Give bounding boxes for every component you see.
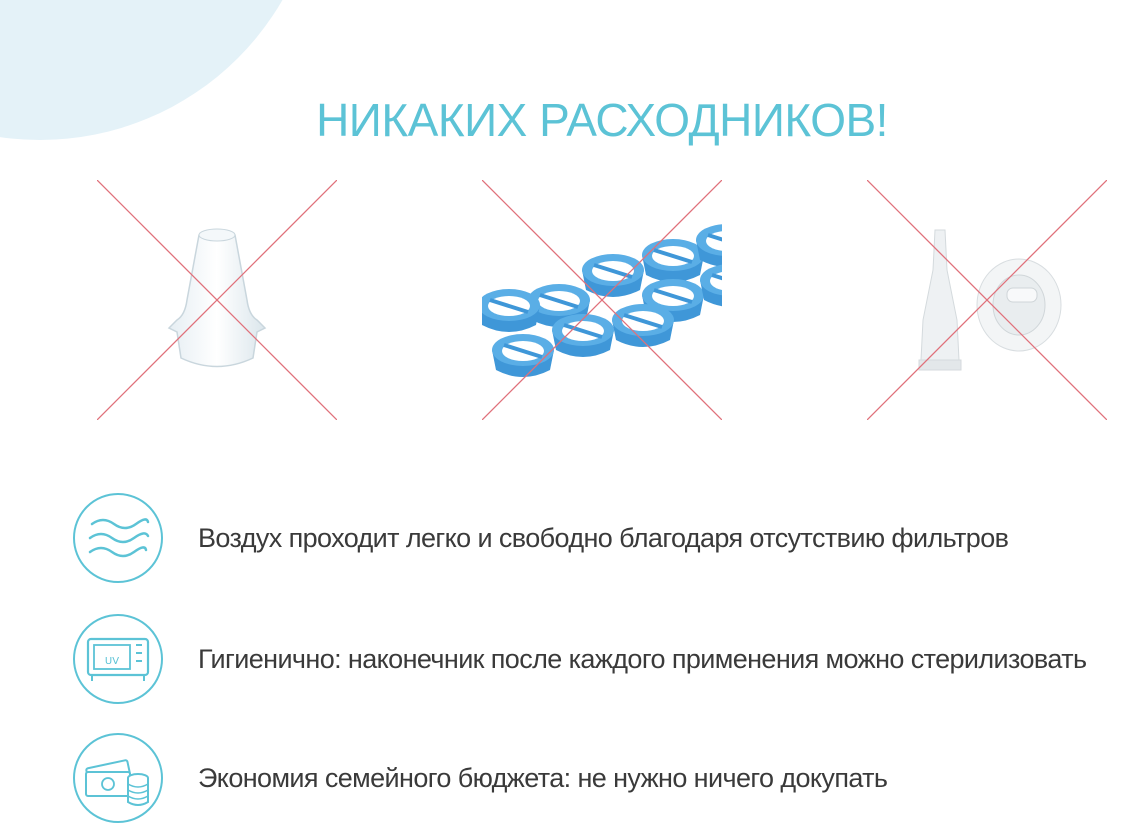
uv-sterilizer-icon bbox=[72, 613, 164, 705]
feature-savings bbox=[72, 732, 1136, 824]
silicone-tip-image bbox=[97, 180, 337, 420]
page-title: НИКАКИХ РАСХОДНИКОВ! bbox=[316, 93, 888, 146]
feature-text: Воздух проходит легко и свободно благодаря отсутствию фильтров bbox=[198, 523, 1009, 553]
feature-text: Экономия семейного бюджета: не нужно ничего докупать bbox=[198, 763, 888, 793]
product-disposable-nozzle bbox=[867, 180, 1107, 420]
filter-cup bbox=[642, 239, 704, 282]
filter-cup bbox=[700, 264, 722, 307]
filter-cup bbox=[582, 254, 644, 297]
air-waves-icon bbox=[72, 492, 164, 584]
filter-cup bbox=[482, 289, 540, 332]
uv-label: UV bbox=[104, 656, 120, 667]
filter-cup bbox=[552, 314, 614, 357]
feature-hygiene bbox=[72, 613, 1136, 705]
feature-air-flow bbox=[72, 492, 1136, 584]
product-blue-filters bbox=[482, 180, 722, 420]
money-coins-icon bbox=[72, 732, 164, 824]
feature-text: Гигиенично: наконечник после каждого применения можно стерилизовать bbox=[198, 644, 1087, 674]
disposable-nozzle-image bbox=[867, 180, 1107, 420]
blue-filters-image bbox=[482, 180, 722, 420]
product-silicone-tip bbox=[97, 180, 337, 420]
filter-cup bbox=[492, 334, 554, 377]
